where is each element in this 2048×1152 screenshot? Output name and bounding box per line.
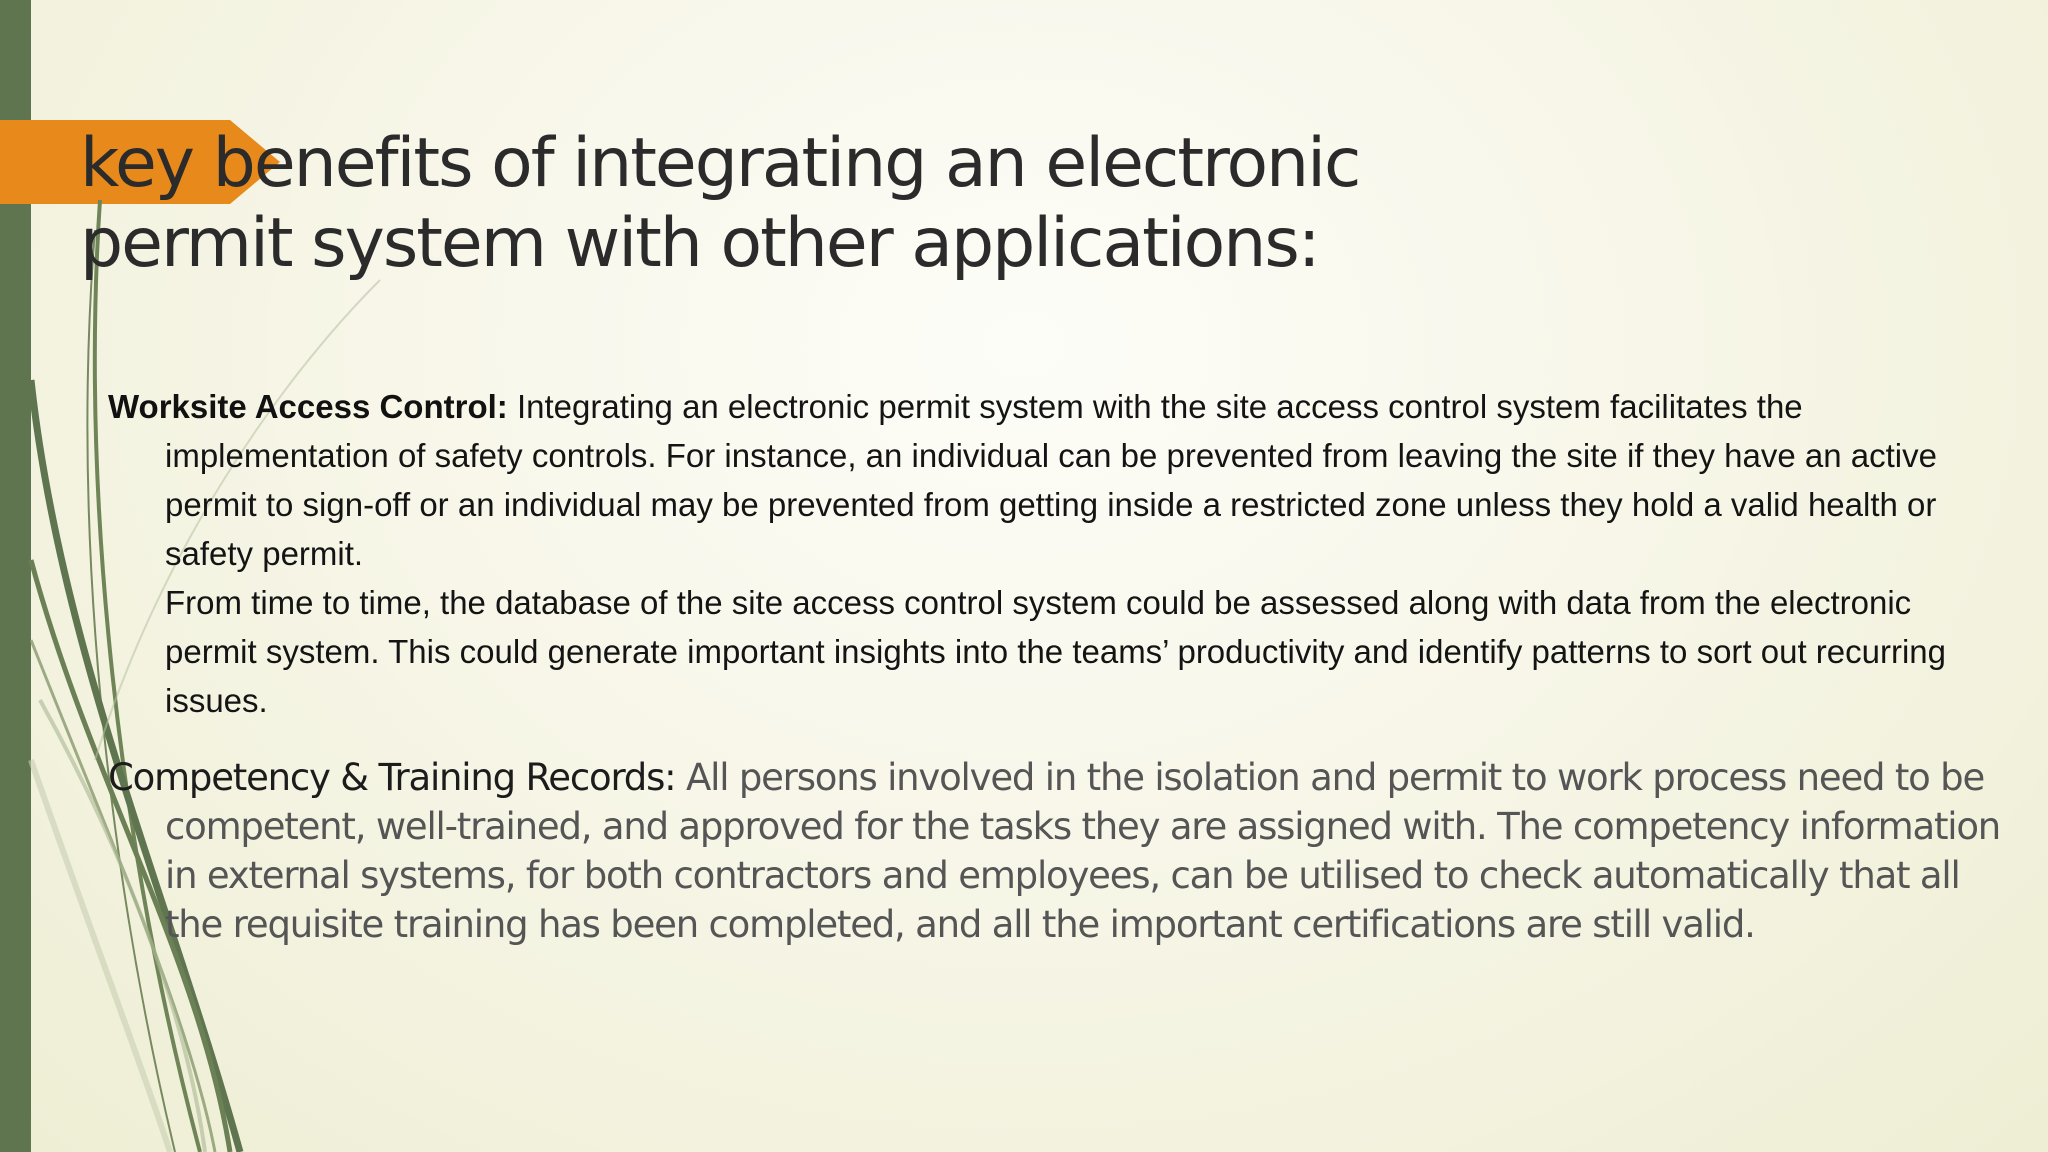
competency-training-body: All persons involved in the isolation and permit to work process need to be competent, well-trained, and approved for the tasks they are assigned with. The competency information in external systems, for both contractors and employees, can be utilised to check automatically that all the requisite training has been completed, and all the important certifications are still valid. [165, 756, 2001, 946]
competency-training-paragraph [108, 753, 2008, 949]
worksite-access-paragraph [108, 382, 2008, 725]
worksite-access-body-continued: From time to time, the database of the site access control system could be assessed along with data from the electronic permit system. This could generate important insights into the teams’ productivity and identify patterns to sort out recurring issues. [165, 584, 1947, 719]
worksite-access-heading: Worksite Access Control: [108, 388, 508, 425]
worksite-access-body: Integrating an electronic permit system with the site access control system facilitates the implementation of safety controls. For instance, an individual can be prevented from leaving the site if they have an active permit to sign-off or an individual may be prevented from getting inside a restricted zone unless they hold a valid health or safety permit. [165, 388, 1937, 572]
competency-training-heading: Competency & Training Records: [108, 756, 676, 799]
slide-title: key benefits of integrating an electronic permit system with other applications: [80, 124, 1360, 283]
slide-body [108, 382, 2008, 949]
